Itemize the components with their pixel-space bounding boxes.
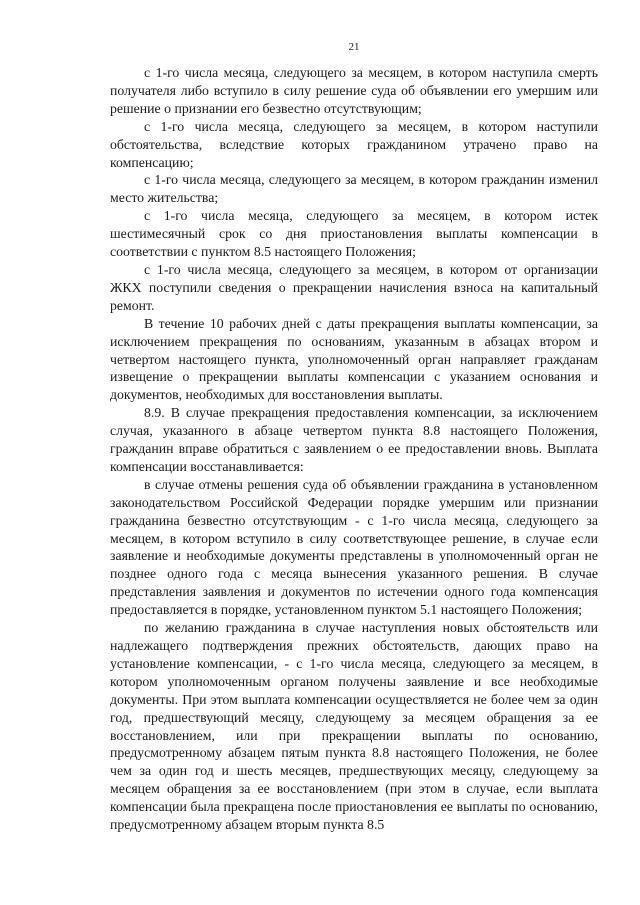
paragraph: в случае отмены решения суда об объявлении гражданина в установленном законодательством Российской Федерации порядке умершим или признании гражданина безвестно отсутствующим - с 1-го числа месяца, следующего за месяцем, в котором вступило в силу соответствующее решение, в случае если заявление и необходимые документы представлены в уполномоченный орган не позднее одного года с месяца вынесения указанного решения. В случае представления заявления и документов по истечении одного года компенсация предоставляется в порядке, установленном пунктом 5.1 настоящего Положения;: [110, 476, 598, 618]
document-body: [110, 64, 598, 834]
page-number: 21: [348, 41, 360, 53]
paragraph: В течение 10 рабочих дней с даты прекращения выплаты компенсации, за исключением прекращения по основаниям, указанным в абзацах втором и четвертом настоящего пункта, уполномоченный орган направляет гражданам извещение о прекращении выплаты компенсации с указанием основания и документов, необходимых для восстановления выплаты.: [110, 315, 598, 403]
paragraph: с 1-го числа месяца, следующего за месяцем, в котором истек шестимесячный срок со дня приостановления выплаты компенсации в соответствии с пунктом 8.5 настоящего Положения;: [110, 208, 598, 260]
paragraph: по желанию гражданина в случае наступления новых обстоятельств или надлежащего подтверждения прежних обстоятельств, дающих право на установление компенсации, - с 1-го числа месяца, следующего за месяцем, в котором уполномоченным органом получены заявление и все необходимые документы. При этом выплата компенсации осуществляется не более чем за один год, предшествующий месяцу, следующему за месяцем обращения за ее восстановлением, или при прекращении выплаты по основанию, предусмотренному абзацем пятым пункта 8.8 настоящего Положения, не более чем за один год и шесть месяцев, предшествующих месяцу, следующему за месяцем обращения за ее восстановлением (при этом в случае, если выплата компенсации была прекращена после приостановления ее выплаты по основанию, предусмотренному абзацем вторым пункта 8.5: [110, 620, 598, 833]
paragraph: с 1-го числа месяца, следующего за месяцем, в котором наступила смерть получателя либо вступило в силу решение суда об объявлении его умершим или решение о признании его безвестно отсутствующим;: [110, 65, 598, 116]
paragraph: 8.9. В случае прекращения предоставления компенсации, за исключением случая, указанного в абзаце четвертом пункта 8.8 настоящего Положения, гражданин вправе обратиться с заявлением о ее предоставлении вновь. Выплата компенсации восстанавливается:: [110, 405, 598, 474]
paragraph: с 1-го числа месяца, следующего за месяцем, в котором гражданин изменил место жительства;: [110, 172, 598, 206]
paragraph: с 1-го числа месяца, следующего за месяцем, в котором наступили обстоятельства, вследствие которых гражданином утрачено право на компенсацию;: [110, 118, 598, 170]
paragraph: с 1-го числа месяца, следующего за месяцем, в котором от организации ЖКХ поступили сведения о прекращении начисления взноса на капитальный ремонт.: [110, 261, 598, 313]
